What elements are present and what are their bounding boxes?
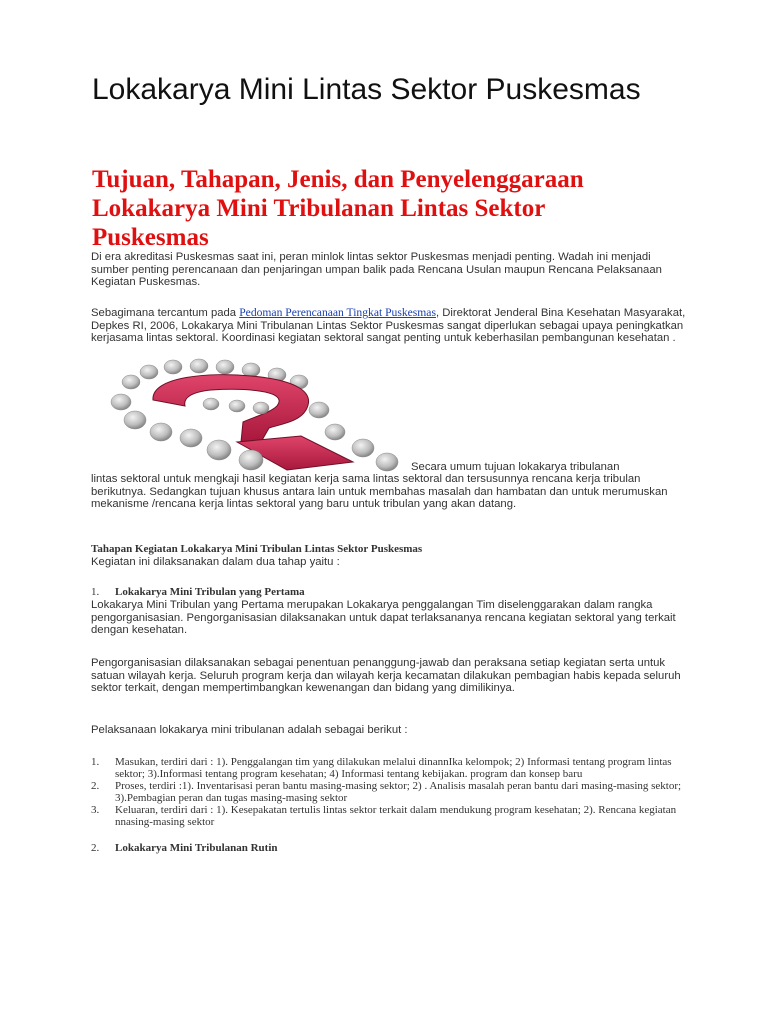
paragraph-lokakarya-pertama: Lokakarya Mini Tribulan yang Pertama merupakan Lokakarya penggalangan Tim diselenggarakan dalam rangka pengorganisasian. Pengorganisasian dilaksanakan untuk dapat terlaksananya rencana kegiatan sektoral yang terkait dengan kesehatan.: [91, 599, 676, 637]
numbered-heading-2: [91, 842, 278, 855]
numbered-heading-2-title: Lokakarya Mini Tribulanan Rutin: [115, 842, 278, 854]
page-title: Lokakarya Mini Lintas Sektor Puskesmas: [92, 73, 641, 106]
list-item: [91, 756, 691, 780]
paragraph-tujuan: lintas sektoral untuk mengkaji hasil kegiatan kerja sama lintas sektoral dan tersusunnya rencana kerja tribulan berikutnya. Sedangkan tujuan khusus antara lain untuk membahas masalah dan hambatan dan untuk merumuskan mekanisme /rencana kerja lintas sektoral yang baru untuk tribulan yang akan datang.: [91, 473, 668, 511]
list-item: [91, 780, 691, 804]
list-item-number: 1.: [91, 756, 100, 768]
pelaksanaan-list: [91, 756, 691, 828]
paragraph-pengorganisasian: Pengorganisasian dilaksanakan sebagai penentuan penanggung-jawab dan peraksana setiap kegiatan serta untuk satuan wilayah kerja. Seluruh program kerja dan wilayah kerja kecamatan dilakukan pembagian habis kepada seluruh sektor terkait, dengan mempertimbangkan kewenangan dan bidang yang dimilikinya.: [91, 657, 681, 695]
image-caption-text: Secara umum tujuan lokakarya tribulanan: [411, 461, 620, 473]
section-heading-tahapan: Tahapan Kegiatan Lokakarya Mini Tribulan Lintas Sektor Puskesmas: [91, 543, 423, 555]
conference-table-question-mark-image: [91, 358, 409, 472]
list-item-number: 3.: [91, 804, 100, 816]
article-heading: Tujuan, Tahapan, Jenis, dan Penyelenggaraan Lokakarya Mini Tribulanan Lintas Sektor Puskesmas: [92, 166, 584, 251]
numbered-heading-1-title: Lokakarya Mini Tribulan yang Pertama: [115, 586, 305, 598]
list-item-text: Proses, terdiri :1). Inventarisasi peran bantu masing-masing sektor; 2) . Analisis masalah peran bantu dari masing-masing sektor; 3).Pembagian peran dan tugas masing-masing sektor: [115, 780, 682, 804]
numbered-heading-1-number: 1.: [91, 586, 100, 598]
list-item-text: Masukan, terdiri dari : 1). Penggalangan tim yang dilakukan melalui dinannIka kelompok; 2) Informasi tentang program lintas sektor; 3).Informasi tentang program kesehatan; 4) Informasi tentang kebijakan. program dan konsep baru: [115, 756, 672, 780]
list-item-number: 2.: [91, 780, 100, 792]
paragraph-pedoman: [91, 307, 691, 345]
paragraph-pedoman-after: , Direktorat Jenderal Bina Kesehatan Masyarakat, Depkes RI, 2006, Lokakarya Mini Tribulanan Lintas Sektor Puskesmas sangat diperlukan sebagai upaya peningkatkan kerjasama lintas sektoral. Koordinasi kegiatan sektoral sangat penting untuk keberhasilan pembangunan kesehatan .: [91, 307, 686, 345]
list-item-text: Keluaran, terdiri dari : 1). Kesepakatan tertulis lintas sektor terkait dalam mendukung program kesehatan; 2). Rencana kegiatan nnasing-masing sektor: [115, 804, 677, 828]
paragraph-dua-tahap: Kegiatan ini dilaksanakan dalam dua tahap yaitu :: [91, 556, 340, 568]
paragraph-pelaksanaan: Pelaksanaan lokakarya mini tribulanan adalah sebagai berikut :: [91, 724, 408, 736]
numbered-heading-2-number: 2.: [91, 842, 100, 854]
numbered-heading-1: [91, 586, 305, 599]
paragraph-pedoman-before: Sebagimana tercantum pada: [91, 307, 240, 319]
list-item: [91, 804, 691, 828]
paragraph-intro: Di era akreditasi Puskesmas saat ini, peran minlok lintas sektor Puskesmas menjadi penting. Wadah ini menjadi sumber penting perencanaan dan penjaringan umpan balik pada Rencana Usulan maupun Rencana Pelaksanaan Kegiatan Puskesmas.: [91, 251, 662, 289]
pedoman-link[interactable]: Pedoman Perencanaan Tingkat Puskesmas: [239, 306, 436, 319]
